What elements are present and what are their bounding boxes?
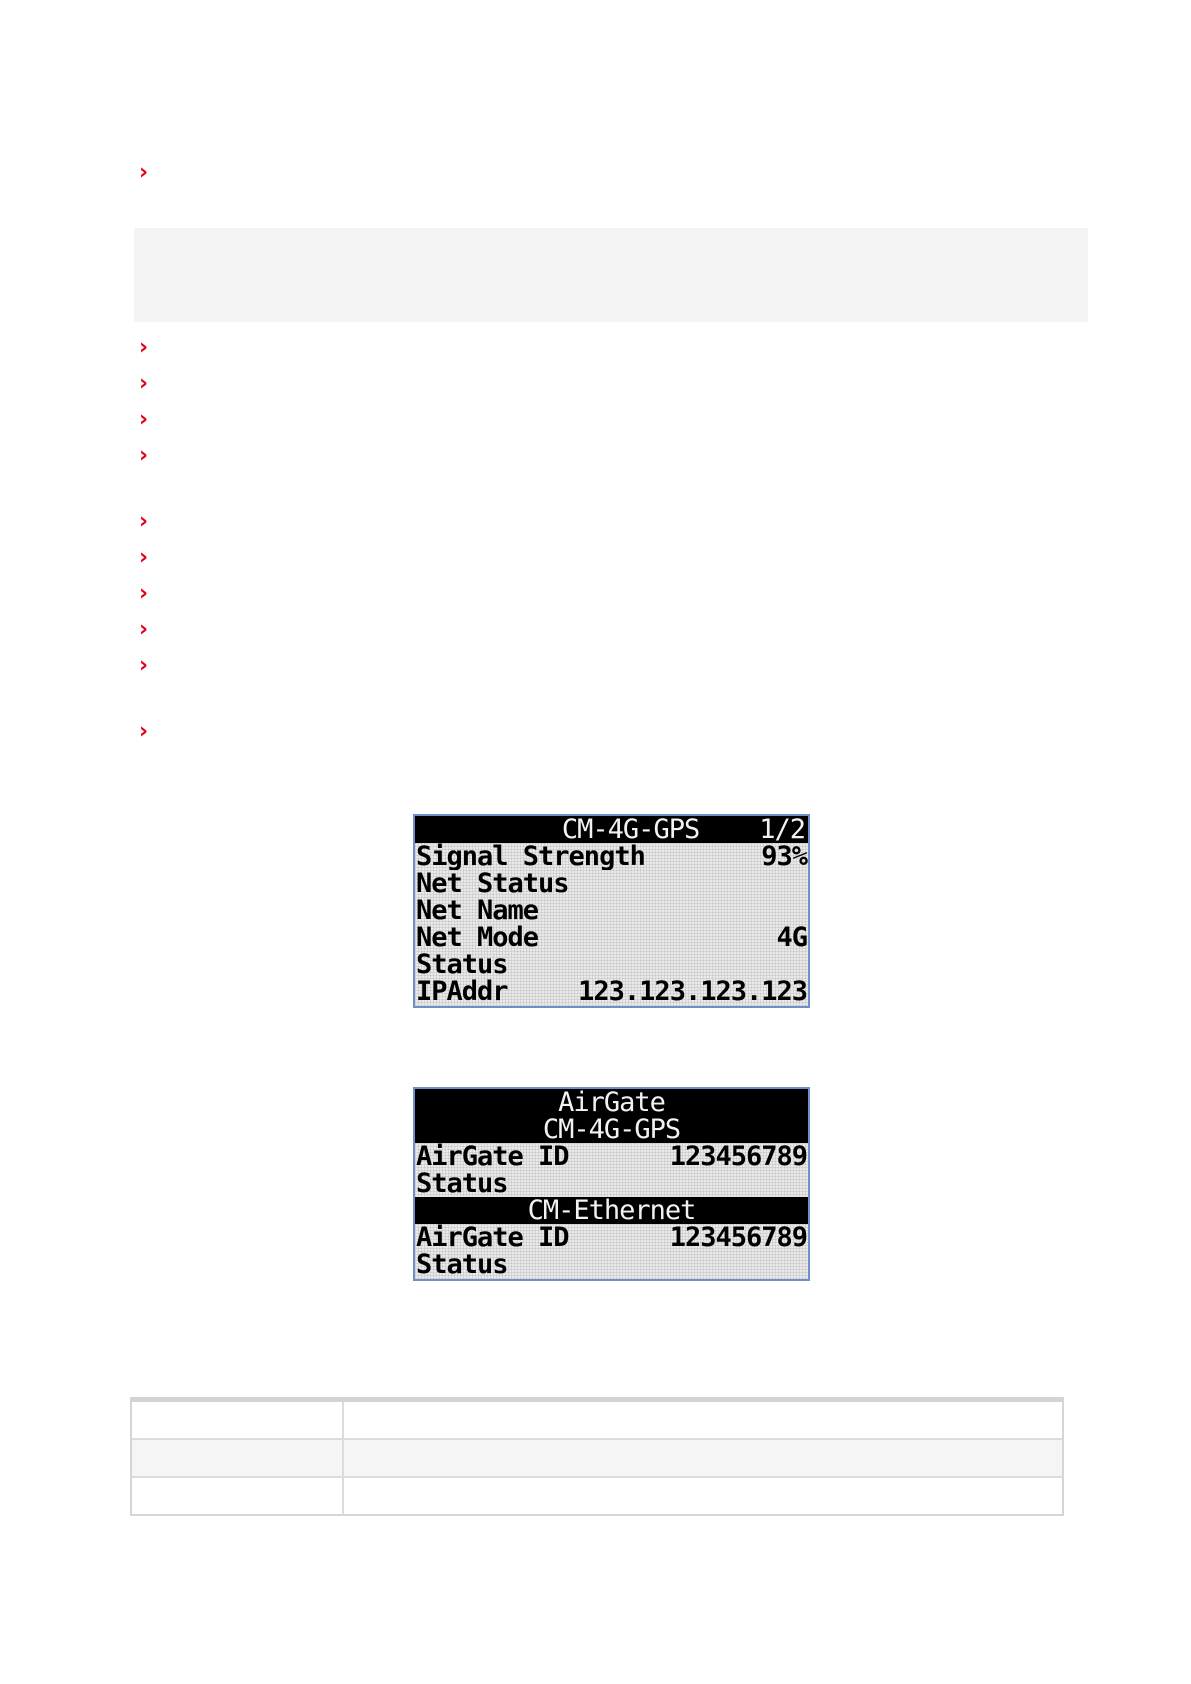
lcd-row-signal-strength xyxy=(415,843,808,870)
chevron-right-icon: › xyxy=(139,545,149,570)
chevron-right-icon: › xyxy=(139,509,149,534)
lcd-label: IPAddr xyxy=(416,978,508,1005)
lcd-section-title-cm-4g-gps: CM-4G-GPS xyxy=(415,1116,808,1143)
lcd-row-ip-addr xyxy=(415,978,808,1005)
lcd-value: 93% xyxy=(761,843,807,870)
chevron-right-icon: › xyxy=(139,617,149,642)
table-row xyxy=(132,1402,1062,1440)
lcd-label: Signal Strength xyxy=(416,843,645,870)
lcd-title: CM-4G-GPS xyxy=(561,816,700,843)
table-cell xyxy=(132,1402,344,1438)
table-cell xyxy=(344,1478,1062,1514)
chevron-right-icon: › xyxy=(139,371,149,396)
lcd-row-airgate-id xyxy=(415,1224,808,1251)
lcd-page-indicator: 1/2 xyxy=(759,816,805,843)
table-row xyxy=(132,1478,1062,1514)
chevron-right-icon: › xyxy=(139,653,149,678)
table-row xyxy=(132,1440,1062,1478)
lcd-row-net-name xyxy=(415,897,808,924)
data-table xyxy=(130,1397,1064,1516)
lcd-label: Status xyxy=(416,1170,508,1197)
lcd-value: 123456789 xyxy=(669,1143,807,1170)
lcd-title: AirGate xyxy=(415,1089,808,1116)
lcd-screen-airgate xyxy=(413,1087,810,1281)
lcd-value: 123456789 xyxy=(669,1224,807,1251)
lcd-row-net-status xyxy=(415,870,808,897)
code-block xyxy=(134,228,1088,322)
chevron-right-icon: › xyxy=(139,581,149,606)
lcd-section-title-cm-ethernet: CM-Ethernet xyxy=(415,1197,808,1224)
lcd-value: 123.123.123.123 xyxy=(578,978,807,1005)
chevron-right-icon: › xyxy=(139,719,149,744)
chevron-right-icon: › xyxy=(139,407,149,432)
table-cell xyxy=(344,1402,1062,1438)
lcd-row-status xyxy=(415,951,808,978)
lcd-row-status xyxy=(415,1170,808,1197)
lcd-label: Status xyxy=(416,951,508,978)
lcd-row-airgate-id xyxy=(415,1143,808,1170)
lcd-header xyxy=(415,816,808,843)
lcd-row-status xyxy=(415,1251,808,1278)
table-cell xyxy=(132,1440,344,1476)
chevron-right-icon: › xyxy=(139,160,149,185)
lcd-label: Status xyxy=(416,1251,508,1278)
lcd-row-net-mode xyxy=(415,924,808,951)
lcd-label: Net Name xyxy=(416,897,539,924)
lcd-screen-cm-4g-gps xyxy=(413,814,810,1008)
chevron-right-icon: › xyxy=(139,335,149,360)
chevron-right-icon: › xyxy=(139,443,149,468)
lcd-label: AirGate ID xyxy=(416,1224,569,1251)
table-cell xyxy=(344,1440,1062,1476)
lcd-value: 4G xyxy=(776,924,807,951)
table-cell xyxy=(132,1478,344,1514)
lcd-label: AirGate ID xyxy=(416,1143,569,1170)
lcd-label: Net Mode xyxy=(416,924,539,951)
lcd-label: Net Status xyxy=(416,870,569,897)
